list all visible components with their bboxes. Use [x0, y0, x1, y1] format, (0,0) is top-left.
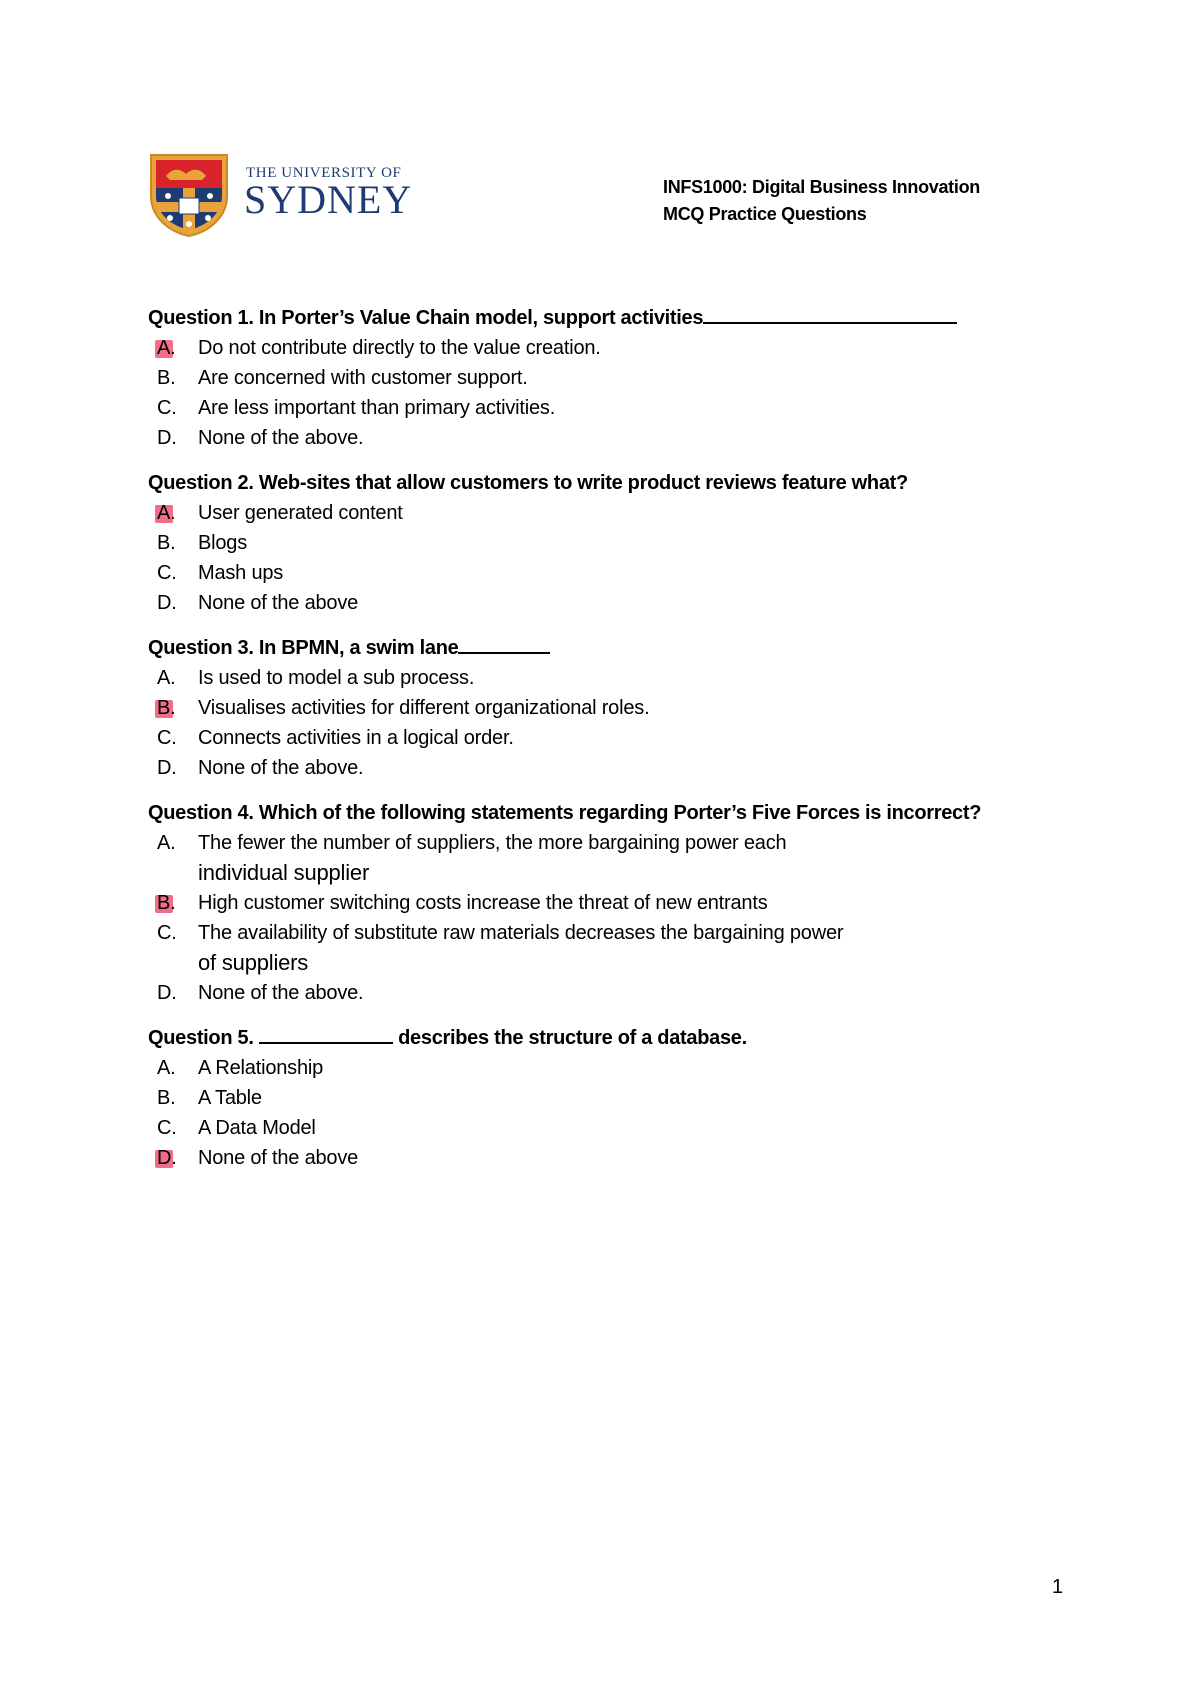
option-letter: B.	[157, 697, 176, 719]
option-text: Connects activities in a logical order.	[198, 727, 514, 749]
question-title	[148, 798, 1108, 828]
option-c	[148, 918, 1108, 978]
option-b	[148, 693, 1108, 723]
option-text: None of the above	[198, 1147, 359, 1169]
option-letter: A.	[157, 502, 176, 524]
option-text: User generated content	[198, 502, 403, 524]
option-letter: B.	[157, 532, 176, 554]
option-text: None of the above	[198, 592, 359, 614]
option-text: Do not contribute directly to the value creation.	[198, 337, 601, 359]
course-title: INFS1000: Digital Business Innovation	[663, 177, 980, 197]
option-text: None of the above.	[198, 427, 364, 449]
option-text: A Table	[198, 1087, 262, 1109]
page-number: 1	[1052, 1576, 1064, 1598]
option-a	[148, 498, 1108, 528]
option-text: Visualises activities for different organizational roles.	[198, 697, 650, 719]
option-letter: A.	[157, 667, 176, 689]
question-text: Question 2. Web-sites that allow customers to write product reviews feature what?	[148, 472, 908, 494]
question-text: Question 1. In Porter’s Value Chain model, support activities	[148, 307, 704, 329]
question-4	[148, 798, 1108, 1008]
option-letter: A.	[157, 1057, 176, 1079]
question-title	[148, 468, 1108, 498]
option-a	[148, 1053, 1108, 1083]
option-text: Are concerned with customer support.	[198, 367, 528, 389]
option-letter: C.	[157, 727, 177, 749]
option-letter: D.	[157, 592, 177, 614]
option-c	[148, 723, 1108, 753]
question-title	[148, 1023, 1108, 1053]
option-letter: D.	[157, 1147, 177, 1169]
option-b	[148, 888, 1108, 918]
question-title	[148, 303, 1108, 333]
option-d	[148, 423, 1108, 453]
option-text: The fewer the number of suppliers, the more bargaining power each individual supplier	[198, 828, 1108, 888]
option-text: High customer switching costs increase the threat of new entrants	[198, 892, 768, 914]
answer-blank	[259, 1024, 393, 1044]
option-letter: D.	[157, 982, 177, 1004]
answer-blank	[458, 634, 550, 654]
option-b	[148, 528, 1108, 558]
option-text: A Data Model	[198, 1117, 316, 1139]
option-letter: A.	[157, 337, 176, 359]
option-letter: B.	[157, 1087, 176, 1109]
option-text-continued: individual supplier	[198, 860, 370, 885]
option-text: None of the above.	[198, 757, 364, 779]
option-text: A Relationship	[198, 1057, 324, 1079]
option-a	[148, 333, 1108, 363]
option-b	[148, 363, 1108, 393]
question-title	[148, 633, 1108, 663]
option-letter: C.	[157, 1117, 177, 1139]
option-d	[148, 978, 1108, 1008]
option-letter: B.	[157, 367, 176, 389]
option-letter: C.	[157, 397, 177, 419]
question-text-after: describes the structure of a database.	[398, 1027, 747, 1049]
question-2	[148, 468, 1108, 618]
question-3	[148, 633, 1108, 783]
university-logo	[148, 152, 413, 238]
option-d	[148, 1143, 1108, 1173]
option-d	[148, 753, 1108, 783]
option-a	[148, 663, 1108, 693]
option-letter: B.	[157, 892, 176, 914]
option-text: Are less important than primary activities.	[198, 397, 556, 419]
option-text-continued: of suppliers	[198, 950, 309, 975]
course-subtitle: MCQ Practice Questions	[663, 204, 867, 224]
option-d	[148, 588, 1108, 618]
question-text: Question 4. Which of the following statements regarding Porter’s Five Forces is incorrect?	[148, 802, 982, 824]
answer-blank	[703, 304, 957, 324]
option-text: Is used to model a sub process.	[198, 667, 475, 689]
question-1	[148, 303, 1108, 453]
option-letter: C.	[157, 922, 177, 944]
option-text: None of the above.	[198, 982, 364, 1004]
option-text: The availability of substitute raw materials decreases the bargaining power of suppliers	[198, 918, 1108, 978]
option-c	[148, 558, 1108, 588]
course-header	[663, 174, 980, 228]
question-text: Question 5.	[148, 1027, 254, 1049]
option-letter: A.	[157, 832, 176, 854]
option-c	[148, 393, 1108, 423]
question-5	[148, 1023, 1108, 1173]
option-letter: C.	[157, 562, 177, 584]
university-name-line2: SYDNEY	[244, 177, 413, 222]
option-c	[148, 1113, 1108, 1143]
option-letter: D.	[157, 757, 177, 779]
question-list	[148, 303, 1108, 1188]
option-a	[148, 828, 1108, 888]
option-text: Mash ups	[198, 562, 284, 584]
question-text: Question 3. In BPMN, a swim lane	[148, 637, 459, 659]
university-name-line1: THE UNIVERSITY OF	[246, 165, 402, 181]
university-crest-icon	[148, 152, 230, 238]
option-b	[148, 1083, 1108, 1113]
option-text: Blogs	[198, 532, 248, 554]
option-letter: D.	[157, 427, 177, 449]
